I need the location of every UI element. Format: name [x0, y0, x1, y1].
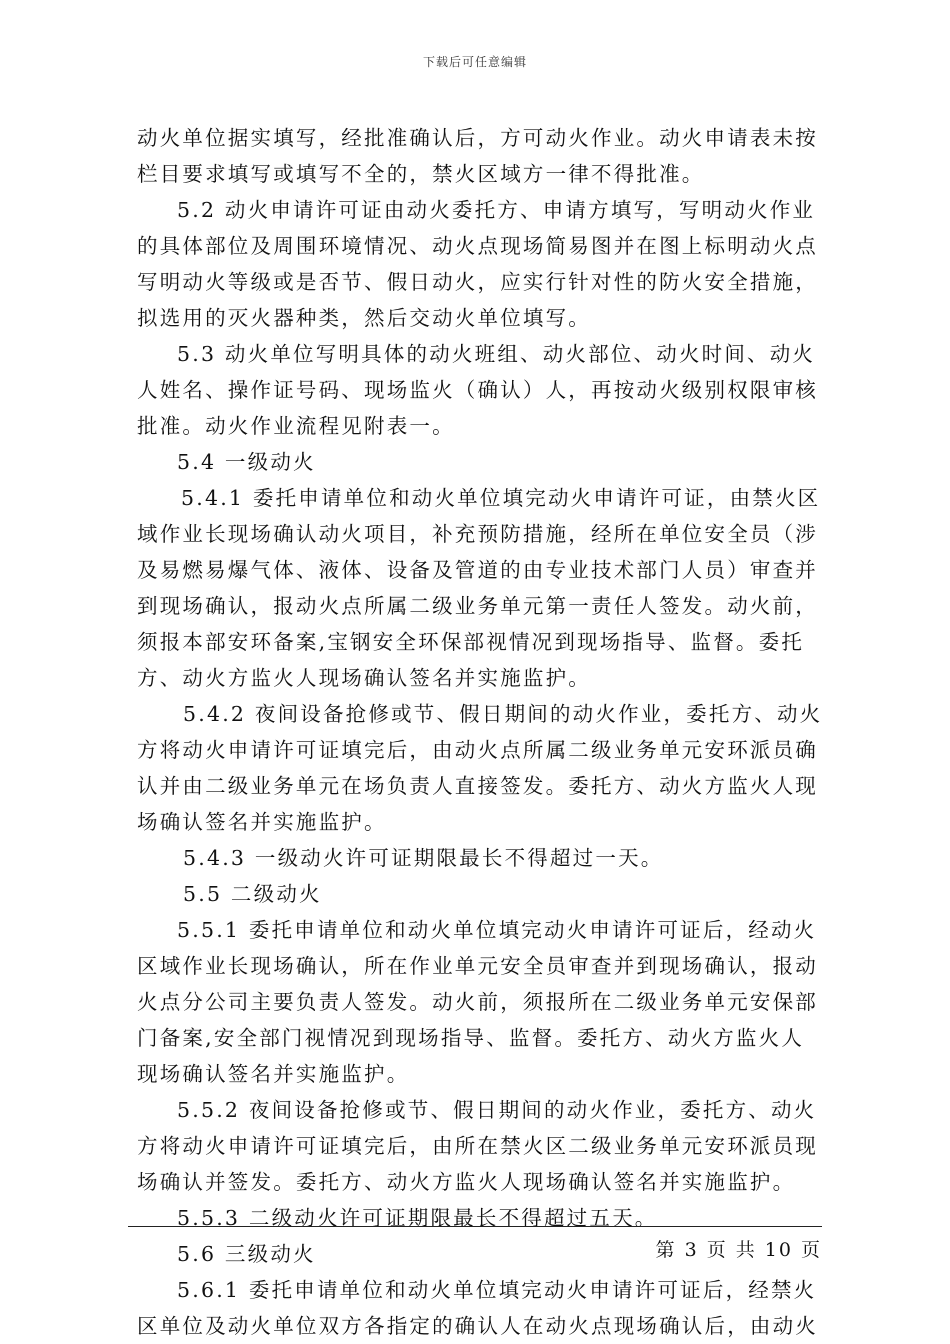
- text-line: 批准。动火作业流程见附表一。: [137, 414, 455, 438]
- text-line: 写明动火等级或是否节、假日动火，应实行针对性的防火安全措施，: [137, 270, 818, 294]
- text-line: 5.3 动火单位写明具体的动火班组、动火部位、动火时间、动火: [177, 342, 816, 366]
- text-line: 方、动火方监火人现场确认签名并实施监护。: [137, 666, 591, 690]
- text-line: 5.5 二级动火: [183, 882, 322, 906]
- page-number: 第 3 页 共 10 页: [655, 1239, 822, 1261]
- text-line: 方将动火申请许可证填完后，由动火点所属二级业务单元安环派员确: [137, 738, 818, 762]
- text-line: 方将动火申请许可证填完后，由所在禁火区二级业务单元安环派员现: [137, 1134, 818, 1158]
- text-line: 5.5.1 委托申请单位和动火单位填完动火申请许可证后，经动火: [177, 918, 817, 942]
- text-line: 现场确认签名并实施监护。: [137, 1062, 410, 1086]
- text-line: 及易燃易爆气体、液体、设备及管道的由专业技术部门人员）审查并: [137, 558, 818, 582]
- text-line: 5.5.2 夜间设备抢修或节、假日期间的动火作业，委托方、动火: [177, 1098, 817, 1122]
- text-line: 5.4.2 夜间设备抢修或节、假日期间的动火作业，委托方、动火: [183, 702, 823, 726]
- text-line: 5.4.3 一级动火许可证期限最长不得超过一天。: [183, 846, 664, 870]
- document-body: [137, 120, 827, 1344]
- text-line: 栏目要求填写或填写不全的，禁火区域方一律不得批准。: [137, 162, 705, 186]
- footer-divider: [128, 1226, 822, 1227]
- page-header: 下载后可任意编辑: [422, 55, 527, 69]
- text-line: 5.5.3 二级动火许可证期限最长不得超过五天。: [177, 1206, 658, 1230]
- text-line: 5.4.1 委托申请单位和动火单位填完动火申请许可证，由禁火区: [181, 486, 821, 510]
- text-line: 域作业长现场确认动火项目，补充预防措施，经所在单位安全员（涉: [137, 522, 818, 546]
- text-line: 5.4 一级动火: [177, 450, 316, 474]
- text-line: 认并由二级业务单元在场负责人直接签发。委托方、动火方监火人现: [137, 774, 818, 798]
- text-line: 拟选用的灭火器种类，然后交动火单位填写。: [137, 306, 591, 330]
- text-line: 须报本部安环备案,宝钢安全环保部视情况到现场指导、监督。委托: [137, 630, 805, 654]
- text-line: 场确认并签发。委托方、动火方监火人现场确认签名并实施监护。: [137, 1170, 796, 1194]
- text-line: 人姓名、操作证号码、现场监火（确认）人，再按动火级别权限审核: [137, 378, 818, 402]
- text-line: 场确认签名并实施监护。: [137, 810, 387, 834]
- text-line: 门备案,安全部门视情况到现场指导、监督。委托方、动火方监火人: [137, 1026, 805, 1050]
- text-line: 的具体部位及周围环境情况、动火点现场简易图并在图上标明动火点: [137, 234, 818, 258]
- text-line: 火点分公司主要负责人签发。动火前，须报所在二级业务单元安保部: [137, 990, 818, 1014]
- text-line: 5.2 动火申请许可证由动火委托方、申请方填写，写明动火作业: [177, 198, 816, 222]
- text-line: 区单位及动火单位双方各指定的确认人在动火点现场确认后，由动火: [137, 1314, 818, 1338]
- text-line: 5.6 三级动火: [177, 1242, 316, 1266]
- text-line: 5.6.1 委托申请单位和动火单位填完动火申请许可证后，经禁火: [177, 1278, 817, 1302]
- text-line: 动火单位据实填写，经批准确认后，方可动火作业。动火申请表未按: [137, 126, 818, 150]
- text-line: 区域作业长现场确认，所在作业单元安全员审查并到现场确认，报动: [137, 954, 818, 978]
- text-line: 到现场确认，报动火点所属二级业务单元第一责任人签发。动火前，: [137, 594, 818, 618]
